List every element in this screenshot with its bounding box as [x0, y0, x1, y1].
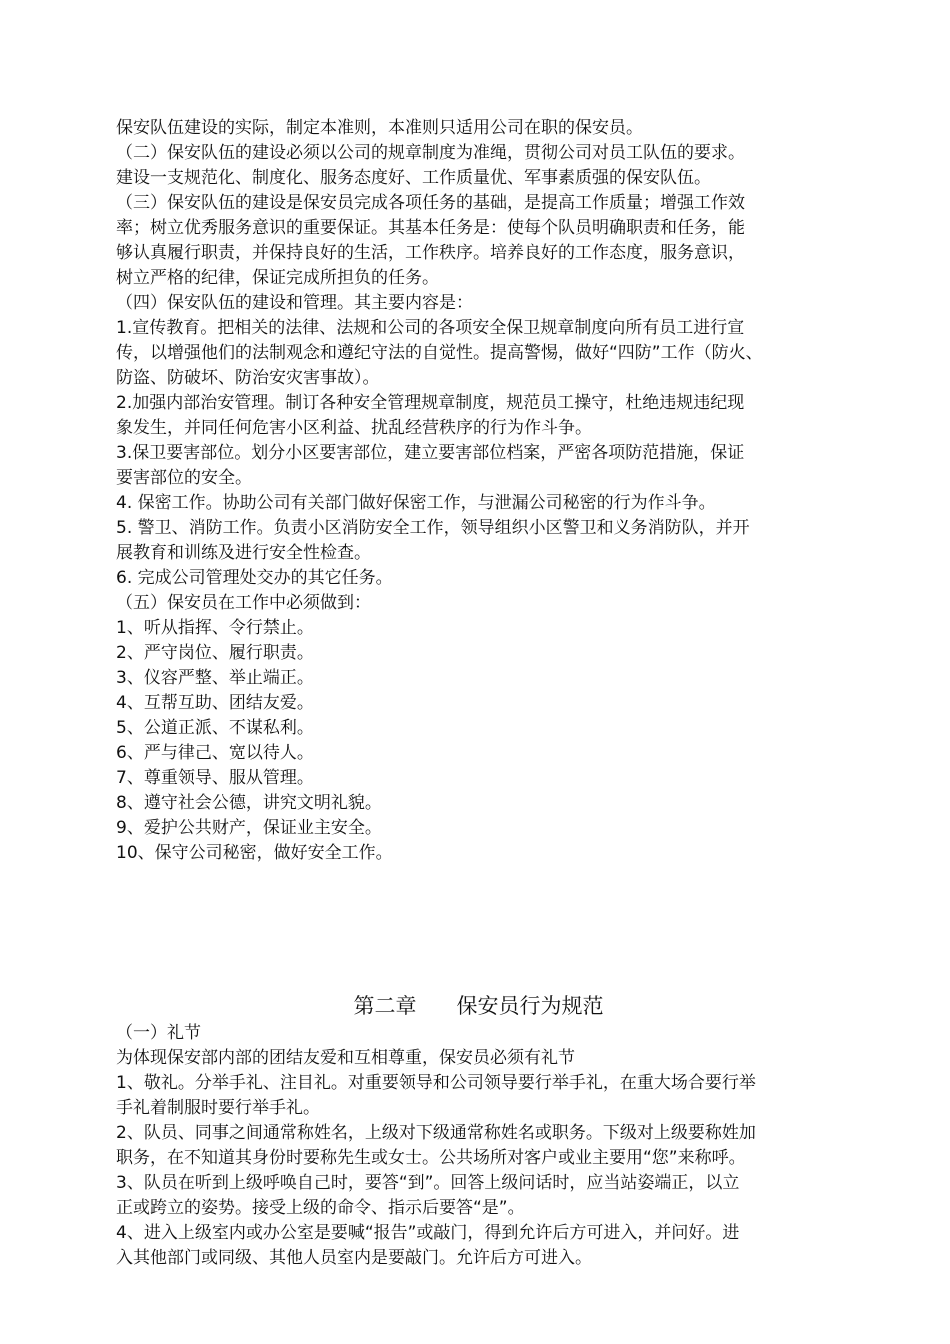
paragraph-line: 够认真履行职责，并保持良好的生活，工作秩序。培养良好的工作态度，服务意识， — [116, 243, 745, 263]
paragraph-line: 手礼着制服时要行举手礼。 — [116, 1098, 320, 1118]
paragraph-line: 传，以增强他们的法制观念和遵纪守法的自觉性。提高警惕，做好“四防”工作（防火、 — [116, 343, 763, 363]
paragraph-line: 正或跨立的姿势。接受上级的命令、指示后要答“是”。 — [116, 1198, 525, 1218]
section-chapter-two-body — [116, 1021, 841, 1271]
paragraph-line: 6. 完成公司管理处交办的其它任务。 — [116, 568, 393, 588]
list-item: 1、听从指挥、令行禁止。 — [116, 618, 314, 638]
list-item: 10、保守公司秘密，做好安全工作。 — [116, 843, 393, 863]
list-item: 7、尊重领导、服从管理。 — [116, 768, 314, 788]
paragraph-line: （四）保安队伍的建设和管理。其主要内容是： — [116, 293, 473, 313]
paragraph-line: 2、队员、同事之间通常称姓名，上级对下级通常称姓名或职务。下级对上级要称姓加 — [116, 1123, 756, 1143]
list-item: 6、严与律己、宽以待人。 — [116, 743, 314, 763]
list-item: 8、遵守社会公德，讲究文明礼貌。 — [116, 793, 382, 813]
paragraph-line: （二）保安队伍的建设必须以公司的规章制度为准绳，贯彻公司对员工队伍的要求。 — [116, 143, 745, 163]
paragraph-line: 4、进入上级室内或办公室是要喊“报告”或敲门，得到允许后方可进入，并问好。进 — [116, 1223, 740, 1243]
section-security-team-building — [116, 116, 841, 866]
paragraph-line: 树立严格的纪律，保证完成所担负的任务。 — [116, 268, 439, 288]
paragraph-line: 象发生，并同任何危害小区利益、扰乱经营秩序的行为作斗争。 — [116, 418, 592, 438]
paragraph-line: 3、队员在听到上级呼唤自己时，要答“到”。回答上级问话时，应当站姿端正，以立 — [116, 1173, 740, 1193]
paragraph-line: （三）保安队伍的建设是保安员完成各项任务的基础，是提高工作质量；增强工作效 — [116, 193, 745, 213]
list-item: 2、严守岗位、履行职责。 — [116, 643, 314, 663]
paragraph-line: 建设一支规范化、制度化、服务态度好、工作质量优、军事素质强的保安队伍。 — [116, 168, 711, 188]
paragraph-line: 要害部位的安全。 — [116, 468, 252, 488]
paragraph-line: 展教育和训练及进行安全性检查。 — [116, 543, 371, 563]
list-item: 5、公道正派、不谋私利。 — [116, 718, 314, 738]
chapter-title: 第二章 保安员行为规范 — [353, 994, 604, 1018]
paragraph-line: 2.加强内部治安管理。制订各种安全管理规章制度，规范员工操守，杜绝违规违纪现 — [116, 393, 745, 413]
list-item: 9、爱护公共财产，保证业主安全。 — [116, 818, 382, 838]
paragraph-line: 1、敬礼。分举手礼、注目礼。对重要领导和公司领导要行举手礼，在重大场合要行举 — [116, 1073, 756, 1093]
paragraph-line: 为体现保安部内部的团结友爱和互相尊重，保安员必须有礼节 — [116, 1048, 575, 1068]
paragraph-line: 职务，在不知道其身份时要称先生或女士。公共场所对客户或业主要用“您”来称呼。 — [116, 1148, 746, 1168]
paragraph-line: （五）保安员在工作中必须做到： — [116, 593, 371, 613]
document-page — [116, 116, 841, 1271]
paragraph-line: 3.保卫要害部位。划分小区要害部位，建立要害部位档案，严密各项防范措施，保证 — [116, 443, 745, 463]
paragraph-line: 率；树立优秀服务意识的重要保证。其基本任务是：使每个队员明确职责和任务，能 — [116, 218, 745, 238]
list-item: 4、互帮互助、团结友爱。 — [116, 693, 314, 713]
paragraph-line: 保安队伍建设的实际，制定本准则，本准则只适用公司在职的保安员。 — [116, 118, 643, 138]
paragraph-line: 防盗、防破坏、防治安灾害事故）。 — [116, 368, 380, 388]
paragraph-line: 4. 保密工作。协助公司有关部门做好保密工作，与泄漏公司秘密的行为作斗争。 — [116, 493, 716, 513]
paragraph-line: 入其他部门或同级、其他人员室内是要敲门。允许后方可进入。 — [116, 1248, 592, 1268]
section-spacer — [116, 866, 841, 991]
paragraph-line: 5. 警卫、消防工作。负责小区消防安全工作，领导组织小区警卫和义务消防队，并开 — [116, 518, 750, 538]
list-item: 3、仪容严整、举止端正。 — [116, 668, 314, 688]
paragraph-line: 1.宣传教育。把相关的法律、法规和公司的各项安全保卫规章制度向所有员工进行宣 — [116, 318, 745, 338]
subsection-heading: （一）礼节 — [116, 1023, 201, 1043]
